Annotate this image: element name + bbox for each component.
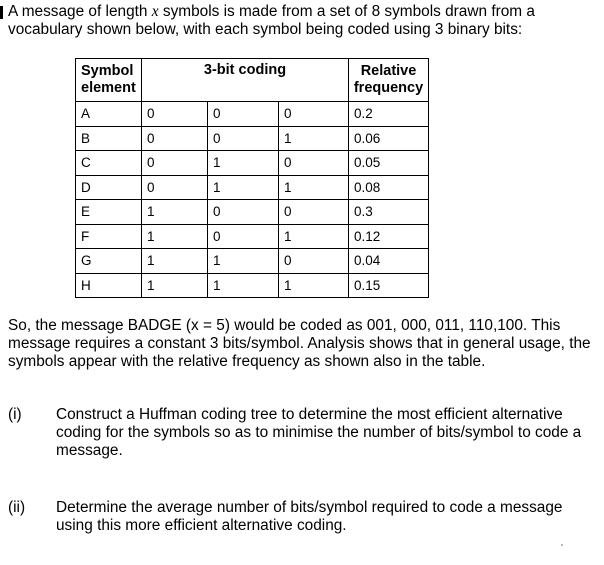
table-row — [76, 102, 429, 127]
cell-freq: 0.3 — [349, 200, 429, 225]
cell-b2: 0 — [208, 200, 279, 225]
cell-freq: 0.08 — [349, 175, 429, 200]
table-row — [76, 224, 429, 249]
cell-b1: 0 — [142, 102, 208, 127]
cell-b1: 1 — [142, 200, 208, 225]
cell-b1: 1 — [142, 224, 208, 249]
cell-symbol: H — [76, 273, 142, 298]
variable-x: x — [151, 3, 159, 20]
cell-b1: 0 — [142, 126, 208, 151]
header-frequency: Relative frequency — [349, 59, 429, 102]
cell-b3: 1 — [279, 175, 349, 200]
cell-symbol: A — [76, 102, 142, 127]
cell-b1: 0 — [142, 151, 208, 176]
coding-table — [75, 58, 429, 298]
table-row — [76, 200, 429, 225]
cell-b3: 0 — [279, 200, 349, 225]
cell-symbol: G — [76, 249, 142, 274]
cell-b2: 1 — [208, 249, 279, 274]
intro-text: A message of length x symbols is made from a set of 8 symbols drawn from a vocabulary shown below, with each symbol being coded using 3 binary bits: — [8, 3, 535, 38]
margin-mark — [0, 6, 3, 19]
table-header-row — [76, 59, 429, 102]
cell-b2: 0 — [208, 102, 279, 127]
question-1-text: Construct a Huffman coding tree to determine the most efficient alternative coding for the symbols so as to minimise the number of bits/symbol to code a message. — [56, 406, 582, 459]
table-row — [76, 126, 429, 151]
cell-freq: 0.04 — [349, 249, 429, 274]
cell-symbol: B — [76, 126, 142, 151]
cell-freq: 0.06 — [349, 126, 429, 151]
cell-b2: 0 — [208, 224, 279, 249]
table-row — [76, 249, 429, 274]
header-symbol: Symbol element — [76, 59, 142, 102]
cell-b1: 1 — [142, 249, 208, 274]
cell-b1: 1 — [142, 273, 208, 298]
cell-b3: 1 — [279, 126, 349, 151]
stray-dot — [561, 544, 563, 546]
cell-b2: 1 — [208, 273, 279, 298]
question-1-number: (i) — [8, 406, 22, 423]
cell-freq: 0.12 — [349, 224, 429, 249]
cell-b2: 1 — [208, 151, 279, 176]
cell-symbol: F — [76, 224, 142, 249]
table-row — [76, 175, 429, 200]
cell-b3: 0 — [279, 102, 349, 127]
cell-symbol: E — [76, 200, 142, 225]
cell-b3: 1 — [279, 273, 349, 298]
cell-b3: 0 — [279, 249, 349, 274]
cell-symbol: C — [76, 151, 142, 176]
cell-freq: 0.2 — [349, 102, 429, 127]
explanation-paragraph: So, the message BADGE (x = 5) would be coded as 001, 000, 011, 110,100. This message requires a constant 3 bits/symbol. Analysis shows that in general usage, the symbols appear with the relative frequency as shown also in the table. — [8, 317, 591, 370]
cell-b3: 1 — [279, 224, 349, 249]
cell-b1: 0 — [142, 175, 208, 200]
cell-freq: 0.15 — [349, 273, 429, 298]
cell-b3: 0 — [279, 151, 349, 176]
header-coding: 3-bit coding — [142, 59, 349, 102]
question-2-text: Determine the average number of bits/symbol required to code a message using this more efficient alternative coding. — [56, 499, 563, 534]
table-row — [76, 273, 429, 298]
cell-freq: 0.05 — [349, 151, 429, 176]
cell-b2: 1 — [208, 175, 279, 200]
cell-b2: 0 — [208, 126, 279, 151]
cell-symbol: D — [76, 175, 142, 200]
table-row — [76, 151, 429, 176]
question-2-number: (ii) — [8, 499, 26, 516]
